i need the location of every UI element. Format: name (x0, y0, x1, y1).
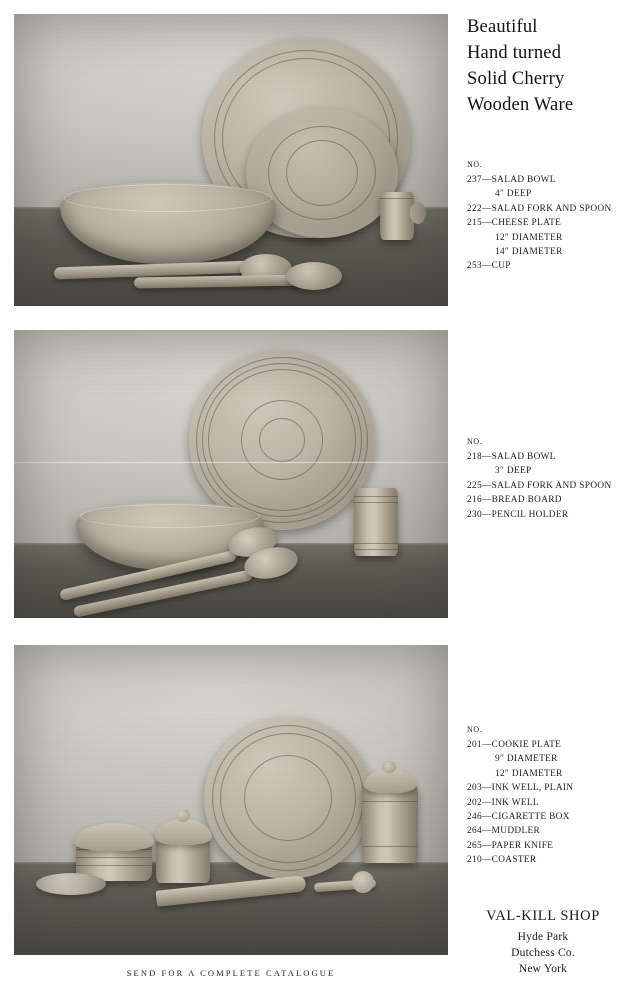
footer-note: SEND FOR A COMPLETE CATALOGUE (126, 968, 336, 978)
bread-board-standing (189, 350, 375, 530)
list-item: 12″ DIAMETER (495, 768, 563, 779)
coaster (36, 873, 106, 895)
product-listing-bottom (467, 725, 619, 868)
ink-well (362, 785, 418, 863)
ink-well-plain-knob (176, 809, 190, 822)
headline-line-4: Wooden Ware (467, 95, 574, 115)
page-title (467, 14, 617, 118)
shop-address-line-1: Hyde Park (517, 931, 569, 943)
list-item: 14″ DIAMETER (495, 247, 563, 258)
muddler-head (352, 871, 374, 893)
list-item: 265—PAPER KNIFE (467, 840, 554, 851)
list-item: 215—CHEESE PLATE (467, 218, 562, 229)
list-item: 12″ DIAMETER (495, 232, 563, 243)
cookie-plate-standing (204, 717, 372, 879)
listing-no-label: NO. (467, 437, 483, 446)
list-item: 3″ DEEP (495, 466, 532, 477)
list-item: 237—SALAD BOWL (467, 175, 556, 185)
product-photo-middle (14, 330, 448, 618)
listing-no-label: NO. (467, 160, 483, 169)
list-item: 218—SALAD BOWL (467, 452, 556, 462)
shop-info (467, 908, 619, 977)
product-photo-bottom (14, 645, 448, 955)
list-item: 264—MUDDLER (467, 826, 541, 837)
product-photo-top (14, 14, 448, 306)
list-item: 246—CIGARETTE BOX (467, 812, 570, 823)
headline-line-3: Solid Cherry (467, 69, 565, 89)
list-item: 202—INK WELL (467, 797, 539, 808)
list-item: 4″ DEEP (495, 189, 532, 200)
headline-line-2: Hand turned (467, 43, 562, 63)
ink-well-knob (382, 761, 396, 773)
pencil-holder (354, 488, 398, 556)
list-item: 253—CUP (467, 261, 511, 272)
list-item: 222—SALAD FORK AND SPOON (467, 203, 612, 214)
shop-address-line-3: New York (518, 963, 568, 975)
photo-scratch (14, 462, 448, 463)
list-item: 225—SALAD FORK AND SPOON (467, 480, 612, 491)
shop-address-line-2: Dutchess Co. (511, 947, 575, 959)
shop-name: VAL-KILL SHOP (486, 908, 600, 924)
listing-no-label: NO. (467, 725, 483, 734)
list-item: 230—PENCIL HOLDER (467, 509, 569, 520)
cup (380, 192, 414, 240)
salad-spoon-head (286, 262, 342, 290)
product-listing-top (467, 160, 619, 274)
list-item: 9″ DIAMETER (495, 754, 558, 765)
list-item: 201—COOKIE PLATE (467, 740, 562, 750)
list-item: 210—COASTER (467, 855, 537, 866)
product-listing-middle (467, 437, 619, 522)
list-item: 216—BREAD BOARD (467, 495, 562, 506)
headline-line-1: Beautiful (467, 17, 538, 37)
cup-handle (410, 202, 426, 224)
list-item: 203—INK WELL, PLAIN (467, 783, 574, 794)
